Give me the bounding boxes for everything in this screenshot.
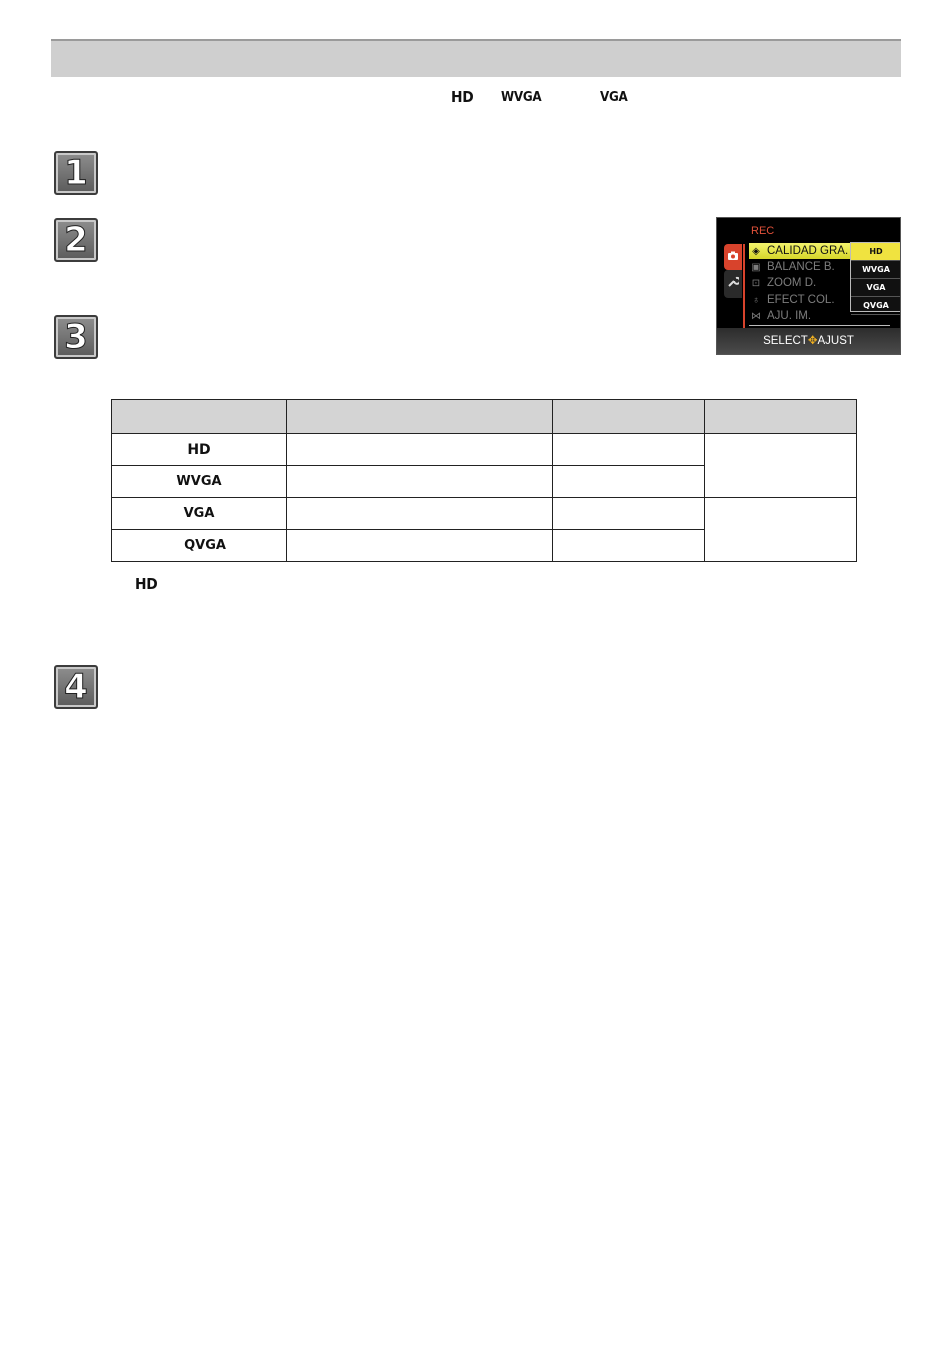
menu-footer [717, 328, 900, 354]
footer-select-label: SELECT [763, 335, 808, 347]
table-cell-merged [705, 498, 857, 562]
section-header-bar [51, 39, 901, 77]
table-header-cell [287, 400, 553, 434]
quality-options-popup [850, 242, 901, 312]
white-balance-icon: ▣ [751, 262, 761, 273]
intro-mode-vga: VGA [600, 90, 628, 105]
wrench-icon [727, 276, 739, 288]
table-cell [553, 434, 705, 466]
menu-item-label: CALIDAD GRA. [767, 245, 849, 257]
mode-cell: QVGA [112, 530, 287, 562]
menu-item-white-balance[interactable] [749, 259, 853, 275]
option-qvga[interactable]: QVGA [851, 297, 901, 315]
rec-tab[interactable] [724, 244, 742, 270]
menu-divider [743, 244, 745, 330]
mode-cell: HD [112, 434, 287, 466]
menu-item-label: BALANCE B. [767, 261, 835, 273]
menu-separator [749, 325, 890, 326]
step-number: 4 [64, 667, 88, 707]
table-cell [287, 434, 553, 466]
table-cell [287, 530, 553, 562]
step-number: 1 [64, 153, 88, 193]
joystick-icon: ✥ [807, 335, 818, 347]
menu-item-digital-zoom[interactable] [749, 275, 853, 291]
option-hd[interactable]: HD [851, 243, 901, 261]
quality-table [111, 399, 857, 562]
table-header-cell [112, 400, 287, 434]
table-header-row [112, 400, 857, 434]
setup-tab[interactable] [724, 270, 742, 298]
footer-adjust-label: AJUST [817, 335, 854, 347]
camera-menu-screen [716, 217, 901, 355]
step-4-badge [54, 665, 98, 709]
table-cell [553, 466, 705, 498]
digital-zoom-icon: ⊡ [751, 278, 761, 289]
intro-mode-hd: HD [451, 88, 474, 106]
table-cell [287, 466, 553, 498]
table-cell-merged [705, 434, 857, 498]
step-number: 3 [64, 317, 88, 357]
step-1-badge [54, 151, 98, 195]
table-row [112, 498, 857, 530]
step-number: 2 [64, 220, 88, 260]
menu-item-quality[interactable] [749, 243, 853, 259]
option-vga[interactable]: VGA [851, 279, 901, 297]
menu-item-label: AJU. IM. [767, 310, 812, 322]
mode-cell: WVGA [112, 466, 287, 498]
menu-item-label: ZOOM D. [767, 277, 817, 289]
table-header-cell [705, 400, 857, 434]
step-3-badge [54, 315, 98, 359]
menu-item-picture-adjust[interactable] [749, 308, 853, 324]
picture-adjust-icon: ⋈ [751, 311, 761, 322]
color-effect-icon: ♁ [752, 295, 760, 306]
table-row [112, 434, 857, 466]
menu-item-label: EFECT COL. [767, 294, 835, 306]
intro-mode-wvga: WVGA [501, 90, 542, 105]
table-cell [553, 498, 705, 530]
note-mode-hd: HD [135, 575, 158, 593]
rec-menu-title: REC [751, 225, 775, 237]
table-cell [553, 530, 705, 562]
quality-icon: ◈ [752, 246, 760, 257]
table-header-cell [553, 400, 705, 434]
step-2-badge [54, 218, 98, 262]
mode-cell: VGA [112, 498, 287, 530]
table-cell [287, 498, 553, 530]
menu-item-color-effect[interactable] [749, 292, 853, 308]
option-wvga[interactable]: WVGA [851, 261, 901, 279]
camera-icon [727, 250, 739, 262]
